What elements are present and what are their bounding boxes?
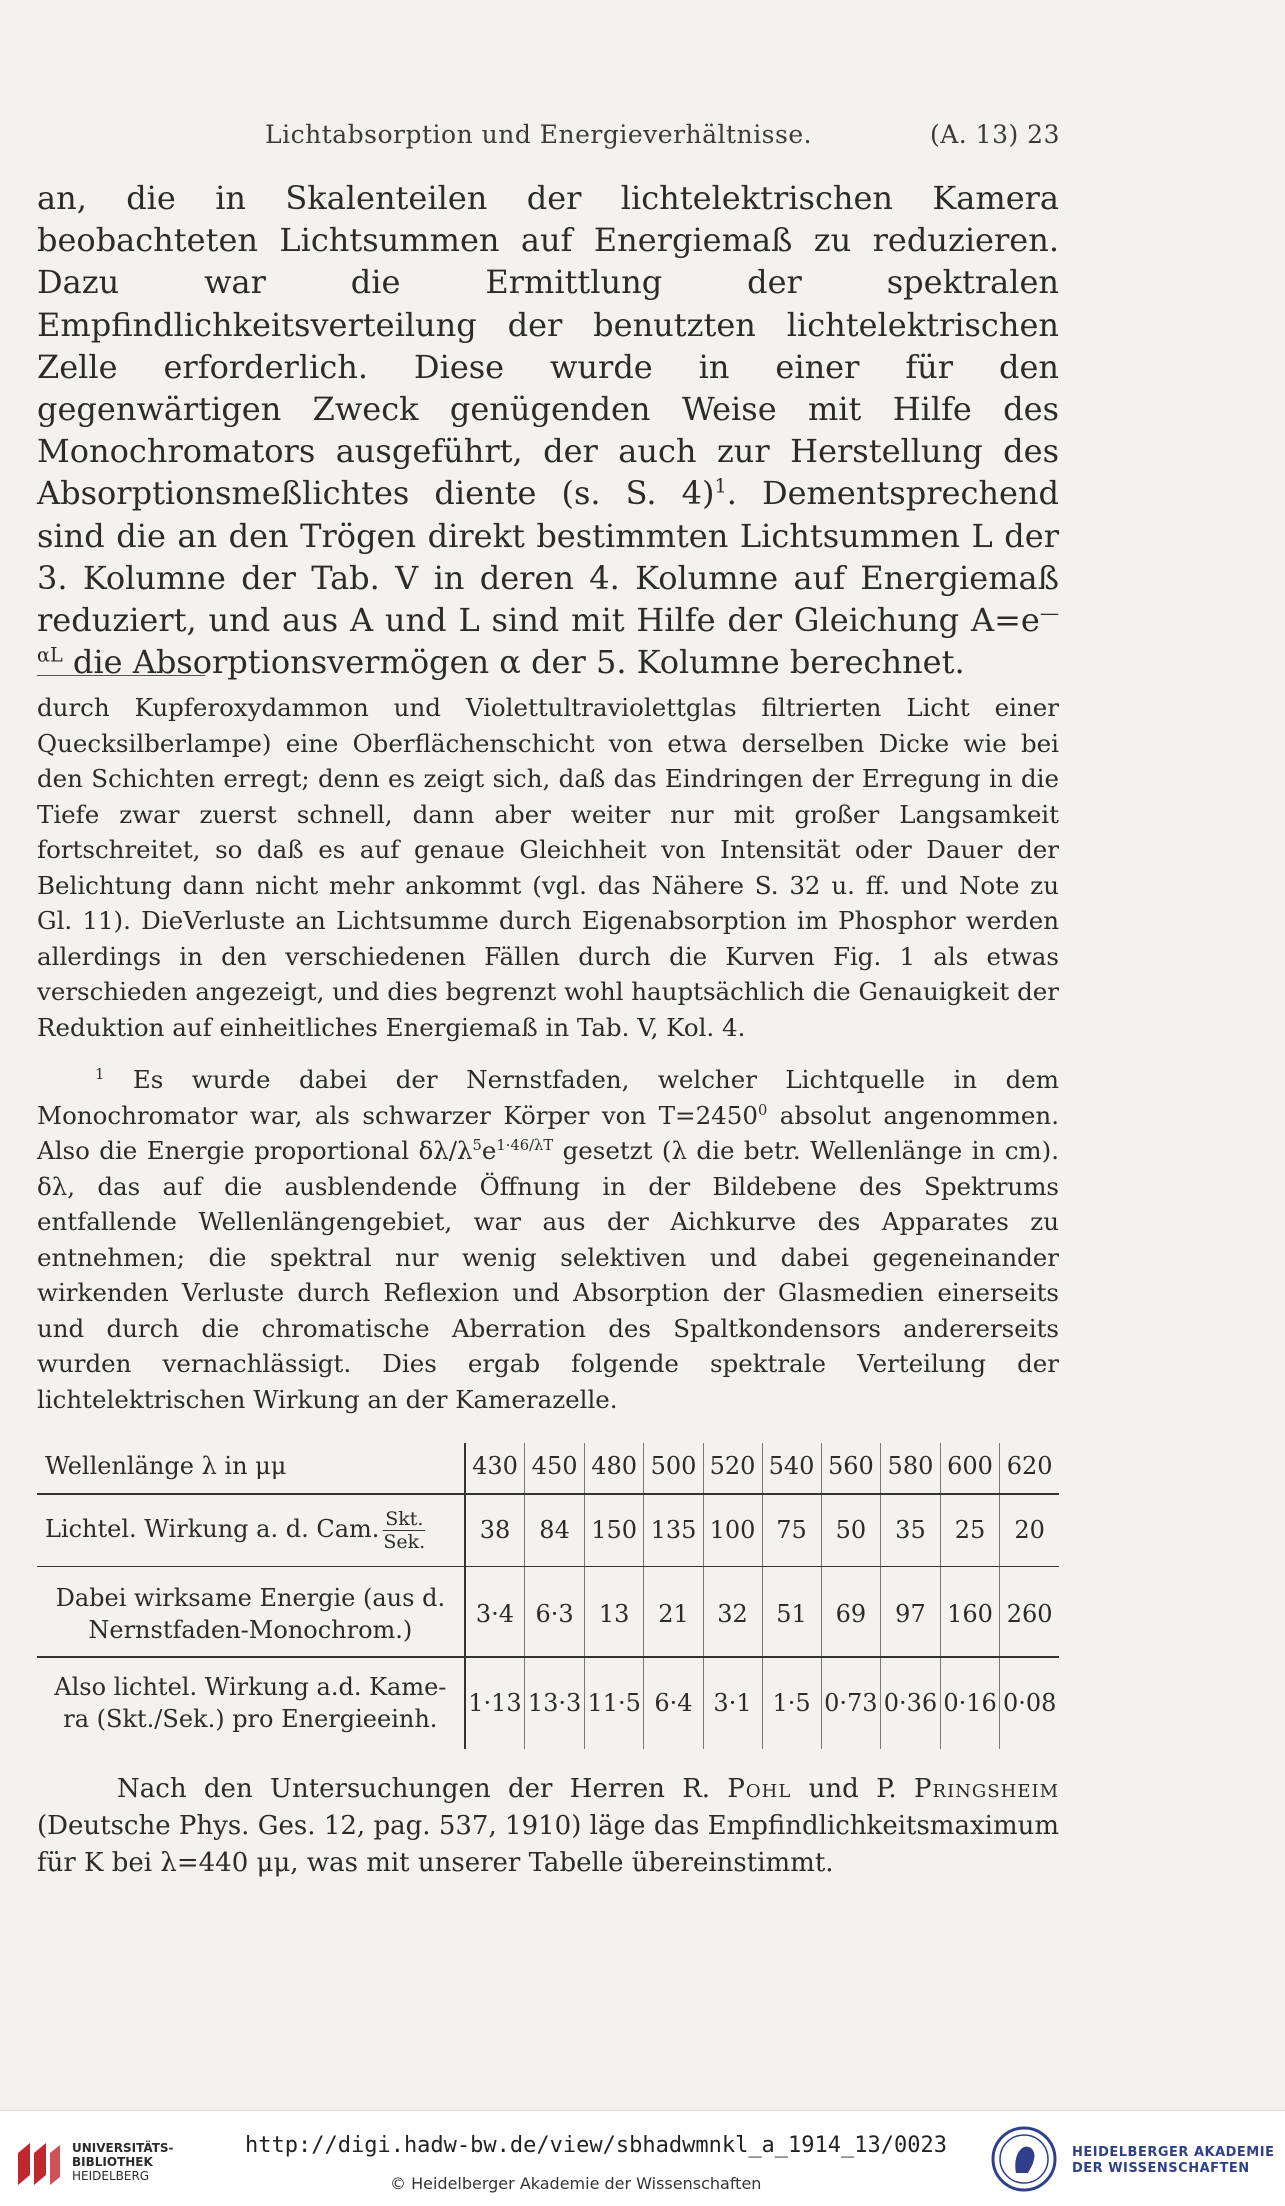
footnote-1-part3: e [481, 1136, 497, 1165]
footnote-1-part1: Es wurde dabei der Nernstfaden, welcher Lichtquelle in dem Monochromator war, als schwarzer Körper von T=2450 [37, 1065, 1059, 1130]
table-row-pro-energieeinheit [37, 1657, 1059, 1749]
table-cell: 75 [762, 1489, 821, 1571]
table-cell: 580 [881, 1443, 941, 1489]
row-label-text: Lichtel. Wirkung a. d. Cam. [45, 1514, 380, 1543]
table-cell: 69 [821, 1571, 881, 1657]
table-cell: 0·36 [881, 1657, 941, 1749]
table-cell: 135 [644, 1489, 703, 1571]
table-cell: 84 [525, 1489, 585, 1571]
table-cell: 38 [465, 1489, 525, 1571]
power-5: 5 [472, 1136, 482, 1154]
unit-denominator: Sek. [383, 1530, 426, 1553]
table-cell: 13·3 [525, 1657, 585, 1749]
table-cell: 13 [584, 1571, 644, 1657]
table-cell: 430 [465, 1443, 525, 1489]
row-label-lichtel-wirkung [37, 1489, 465, 1571]
closing-part2: und P. [791, 1774, 915, 1804]
degree-mark: 0 [757, 1101, 768, 1119]
table-cell: 520 [703, 1443, 762, 1489]
footer-bar [0, 2110, 1285, 2206]
closing-paragraph [37, 1771, 1059, 1882]
ub-line1: UNIVERSITÄTS- [72, 2141, 174, 2155]
table-cell: 1·5 [762, 1657, 821, 1749]
row-label-line1: Also lichtel. Wirkung a.d. Kame- [54, 1673, 447, 1701]
table-cell: 25 [940, 1489, 1000, 1571]
main-text-part3: die Absorptionsvermögen α der 5. Kolumne berechnet. [62, 643, 965, 682]
unit-fraction [383, 1508, 425, 1553]
table-rule-1 [37, 1493, 1059, 1495]
table-cell: 21 [644, 1571, 703, 1657]
table-cell: 3·1 [703, 1657, 762, 1749]
table-cell: 450 [525, 1443, 585, 1489]
table-cell: 500 [644, 1443, 703, 1489]
table-cell: 560 [821, 1443, 881, 1489]
academy-line1: HEIDELBERGER AKADEMIE [1072, 2145, 1275, 2160]
table-cell: 150 [584, 1489, 644, 1571]
running-head-page-ref: (A. 13) 23 [929, 120, 1060, 149]
university-library-logo-icon[interactable] [14, 2139, 64, 2189]
row-label-line1: Dabei wirksame Energie (aus d. [55, 1584, 446, 1612]
closing-part3: (Deutsche Phys. Ges. 12, pag. 537, 1910) läge das Empfindlichkeitsmaximum für K bei λ=440 μμ, was mit unserer Tabelle übereinstimmt. [37, 1811, 1059, 1878]
table-cell: 35 [881, 1489, 941, 1571]
ub-line2: BIBLIOTHEK [72, 2155, 153, 2169]
footnote-1-part2: absolut angenommen. Also die Energie proportional δλ/λ [37, 1100, 1059, 1165]
author-pringsheim: Pringsheim [914, 1774, 1060, 1804]
academy-seal-icon[interactable] [990, 2125, 1058, 2193]
table-cell: 20 [1000, 1489, 1059, 1571]
table-cell: 6·4 [644, 1657, 703, 1749]
table-cell: 0·16 [940, 1657, 1000, 1749]
table-cell: 0·08 [1000, 1657, 1059, 1749]
ub-line3: HEIDELBERG [72, 2169, 150, 2183]
main-paragraph [37, 177, 1059, 683]
author-pohl: Pohl [727, 1774, 792, 1804]
footnote-1-part4: gesetzt (λ die betr. Wellenlänge in cm). δλ, das auf die ausblendende Öffnung in der Bildebene des Spektrums entfallende Wellenlängengebiet, war aus der Aichkurve des Apparates zu entnehmen; die spektral nur wenig selektiven und dabei gegeneinander wirkenden Verluste durch Reflexion und Absorption der Glasmedien einerseits und durch die chromatische Aberration des Spaltkondensors andererseits wurden vernachlässigt. Dies ergab folgende spektrale Verteilung der lichtelektrischen Wirkung an der Kamerazelle. [37, 1136, 1059, 1414]
university-library-name [72, 2141, 174, 2183]
table-cell: 51 [762, 1571, 821, 1657]
table-cell: 100 [703, 1489, 762, 1571]
academy-name [1072, 2145, 1274, 2177]
row-label-line2: ra (Skt./Sek.) pro Energieeinh. [63, 1705, 438, 1733]
table-cell: 11·5 [584, 1657, 644, 1749]
academy-line2: DER WISSENSCHAFTEN [1072, 2161, 1250, 2176]
table-cell: 600 [940, 1443, 1000, 1489]
equation-exponent: —αL [37, 601, 1059, 667]
footnote-separator [37, 675, 205, 676]
table-cell: 6·3 [525, 1571, 585, 1657]
table-cell: 3·4 [465, 1571, 525, 1657]
row-label-pro-energieeinheit [37, 1657, 465, 1749]
table-cell: 160 [940, 1571, 1000, 1657]
spectral-distribution-table [37, 1443, 1059, 1749]
table-rule-3 [37, 1656, 1059, 1658]
footnote-marker[interactable]: 1 [714, 474, 727, 498]
table-rule-2 [37, 1566, 1059, 1567]
table-row-lichtel-wirkung [37, 1489, 1059, 1571]
running-head-title: Lichtabsorption und Energieverhältnisse. [265, 120, 813, 149]
table-row-wavelength [37, 1443, 1059, 1489]
footnote-continuation: durch Kupferoxydammon und Violettultraviolettglas filtrierten Licht einer Quecksilberlampe) eine Oberflächenschicht von etwa derselben Dicke wie bei den Schichten erregt; denn es zeigt sich, daß das Eindringen der Erregung in die Tiefe zwar zuerst schnell, dann aber weiter nur mit großer Langsamkeit fortschreitet, so daß es auf genaue Gleichheit von Intensität oder Dauer der Belichtung dann nicht mehr ankommt (vgl. das Nähere S. 32 u. ff. und Note zu Gl. 11). DieVerluste an Lichtsumme durch Eigenabsorption im Phosphor werden allerdings in den verschiedenen Fällen durch die Kurven Fig. 1 als etwas verschieden angezeigt, und dies begrenzt wohl hauptsächlich die Genauigkeit der Reduktion auf einheitliches Energiemaß in Tab. V, Kol. 4. [37, 693, 1059, 1042]
table-cell: 1·13 [465, 1657, 525, 1749]
footnote-1-mark: 1 [95, 1065, 105, 1083]
table-cell: 97 [881, 1571, 941, 1657]
row-label-wavelength: Wellenlänge λ in μμ [45, 1452, 287, 1480]
footnote-1 [37, 1062, 1059, 1417]
main-text-part2: . Dementsprechend sind die an den Trögen direkt bestimmten Lichtsummen L der 3. Kolumne der Tab. V in deren 4. Kolumne auf Energiemaß reduziert, und aus A und L sind mit Hilfe der Gleichung A=e [37, 474, 1060, 640]
exponent-term: 1·46/λT [496, 1136, 554, 1154]
copyright-notice: © Heidelberger Akademie der Wissenschaften [390, 2174, 762, 2193]
table-cell: 0·73 [821, 1657, 881, 1749]
table-cell: 480 [584, 1443, 644, 1489]
permalink-url[interactable]: http://digi.hadw-bw.de/view/sbhadwmnkl_a_1914_13/0023 [245, 2133, 947, 2158]
table-row-energie [37, 1571, 1059, 1657]
row-label-energie [37, 1571, 465, 1657]
row-label-line2: Nernstfaden-Monochrom.) [88, 1616, 413, 1644]
table-cell: 540 [762, 1443, 821, 1489]
table-cell: 260 [1000, 1571, 1059, 1657]
main-text-part1: an, die in Skalenteilen der lichtelektrischen Kamera beobachteten Lichtsummen auf Energiemaß zu reduzieren. Dazu war die Ermittlung der spektralen Empfindlichkeitsverteilung der benutzten lichtelektrischen Zelle erforderlich. Diese wurde in einer für den gegenwärtigen Zweck genügenden Weise mit Hilfe des Monochromators ausgeführt, der auch zur Herstellung des Absorptionsmeßlichtes diente (s. S. 4) [37, 179, 1059, 513]
table-cell: 50 [821, 1489, 881, 1571]
closing-part1: Nach den Untersuchungen der Herren R. [117, 1774, 728, 1804]
table-cell: 32 [703, 1571, 762, 1657]
table-cell: 620 [1000, 1443, 1059, 1489]
unit-numerator: Skt. [385, 1507, 424, 1530]
